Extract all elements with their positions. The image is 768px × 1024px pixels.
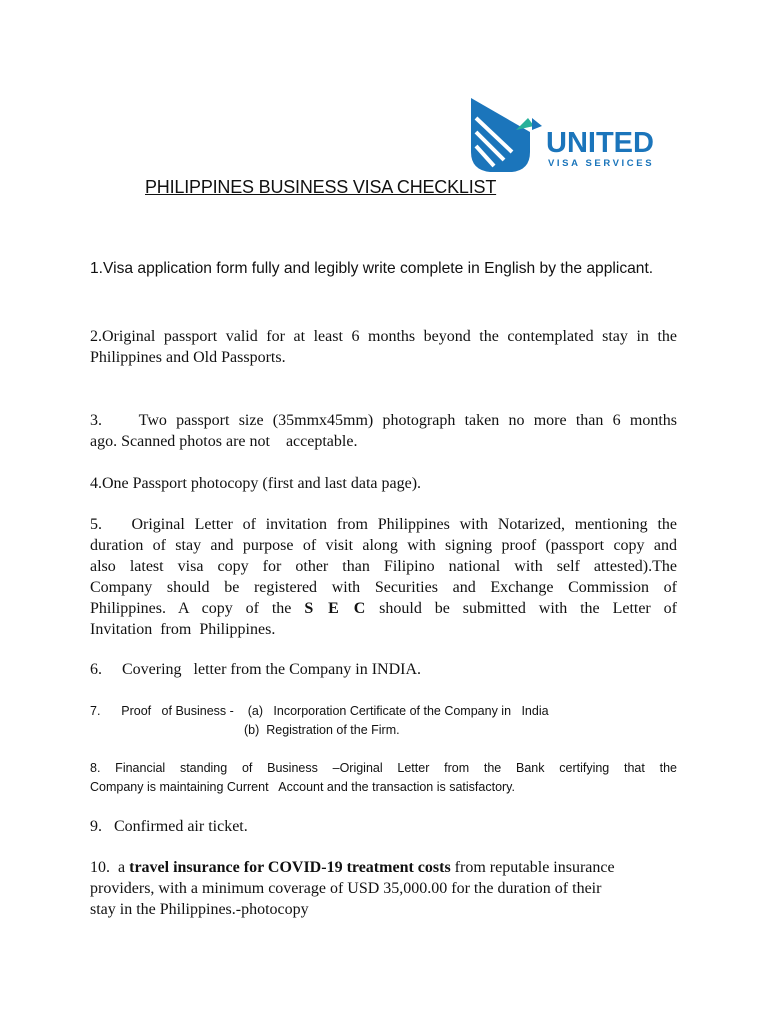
item-5-line-5c: should be submitted with the Letter of bbox=[366, 600, 677, 617]
united-visa-services-logo bbox=[468, 96, 678, 176]
checklist-item-1: 1.Visa application form fully and legibly write complete in English by the applicant. bbox=[90, 260, 654, 277]
checklist-item-2 bbox=[90, 326, 677, 368]
checklist-item-5 bbox=[90, 514, 677, 640]
sec-acronym: S E C bbox=[304, 600, 367, 617]
item-5-line-3: also latest visa copy for other than Filipino national with self attested).The bbox=[90, 558, 677, 575]
checklist-item-4: 4.One Passport photocopy (first and last data page). bbox=[90, 475, 422, 492]
item-7-line-2: (b) Registration of the Firm. bbox=[244, 722, 400, 737]
checklist-item-6: 6. Covering letter from the Company in INDIA. bbox=[90, 661, 422, 678]
page-title: PHILIPPINES BUSINESS VISA CHECKLIST bbox=[145, 177, 497, 197]
checklist-item-8 bbox=[90, 759, 677, 796]
item-3-line-1: 3. Two passport size (35mmx45mm) photograph taken no more than 6 months bbox=[90, 412, 677, 429]
item-2-line-1: 2.Original passport valid for at least 6 months beyond the contemplated stay in the bbox=[90, 328, 677, 345]
item-10-prefix: 10. a bbox=[90, 859, 130, 876]
checklist-item-7 bbox=[90, 702, 677, 739]
item-10-line-2: providers, with a minimum coverage of USD 35,000.00 for the duration of their bbox=[90, 880, 602, 897]
item-2-line-2: Philippines and Old Passports. bbox=[90, 349, 286, 366]
logo-mark-icon bbox=[468, 96, 678, 176]
item-10-line-3: stay in the Philippines.-photocopy bbox=[90, 901, 309, 918]
item-10-line-1 bbox=[90, 857, 677, 878]
item-3-line-2: ago. Scanned photos are not acceptable. bbox=[90, 433, 358, 450]
checklist-item-3 bbox=[90, 410, 677, 452]
item-5-line-5a: Philippines. A copy of the bbox=[90, 600, 305, 617]
item-5-line-5 bbox=[90, 598, 677, 619]
item-8-line-1: 8. Financial standing of Business –Original Letter from the Bank certifying that the bbox=[90, 761, 677, 775]
checklist-item-10 bbox=[90, 857, 677, 920]
item-5-line-2: duration of stay and purpose of visit along with signing proof (passport copy and bbox=[90, 537, 677, 554]
item-5-line-4: Company should be registered with Securities and Exchange Commission of bbox=[90, 579, 677, 596]
item-8-line-2: Company is maintaining Current Account and the transaction is satisfactory. bbox=[90, 779, 515, 794]
item-5-line-6: Invitation from Philippines. bbox=[90, 621, 276, 638]
item-10-bold-text: travel insurance for COVID-19 treatment costs bbox=[129, 859, 451, 876]
item-7-line-1: 7. Proof of Business - (a) Incorporation Certificate of the Company in India bbox=[90, 704, 549, 718]
item-10-suffix: from reputable insurance bbox=[450, 859, 615, 876]
item-5-line-1: 5. Original Letter of invitation from Philippines with Notarized, mentioning the bbox=[90, 516, 677, 533]
checklist-item-9: 9. Confirmed air ticket. bbox=[90, 818, 248, 835]
logo-tagline-text: VISA SERVICES bbox=[548, 158, 655, 169]
logo-brand-text: UNITED bbox=[546, 127, 654, 159]
